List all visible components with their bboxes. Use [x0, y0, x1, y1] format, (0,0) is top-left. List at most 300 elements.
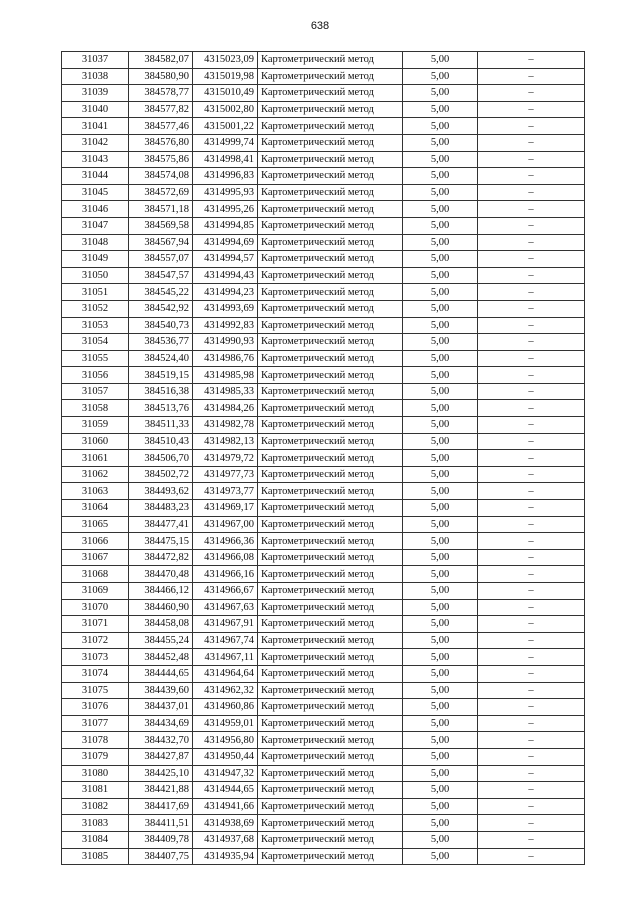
point-number-cell: 31044 [62, 168, 129, 185]
y-coordinate-cell: 4314956,80 [193, 732, 258, 749]
point-number-cell: 31059 [62, 417, 129, 434]
accuracy-cell: 5,00 [403, 616, 478, 633]
point-number-cell: 31079 [62, 748, 129, 765]
y-coordinate-cell: 4315023,09 [193, 52, 258, 69]
table-row [62, 500, 585, 517]
table-row [62, 649, 585, 666]
description-cell: – [478, 300, 585, 317]
point-number-cell: 31072 [62, 632, 129, 649]
x-coordinate-cell: 384511,33 [129, 417, 193, 434]
description-cell: – [478, 632, 585, 649]
point-number-cell: 31056 [62, 367, 129, 384]
method-cell: Картометрический метод [258, 400, 403, 417]
accuracy-cell: 5,00 [403, 367, 478, 384]
y-coordinate-cell: 4314967,91 [193, 616, 258, 633]
accuracy-cell: 5,00 [403, 798, 478, 815]
point-number-cell: 31041 [62, 118, 129, 135]
description-cell: – [478, 665, 585, 682]
method-cell: Картометрический метод [258, 383, 403, 400]
x-coordinate-cell: 384557,07 [129, 251, 193, 268]
x-coordinate-cell: 384466,12 [129, 583, 193, 600]
point-number-cell: 31065 [62, 516, 129, 533]
accuracy-cell: 5,00 [403, 383, 478, 400]
y-coordinate-cell: 4315019,98 [193, 68, 258, 85]
y-coordinate-cell: 4314982,13 [193, 433, 258, 450]
y-coordinate-cell: 4314993,69 [193, 300, 258, 317]
x-coordinate-cell: 384427,87 [129, 748, 193, 765]
y-coordinate-cell: 4314944,65 [193, 782, 258, 799]
point-number-cell: 31081 [62, 782, 129, 799]
x-coordinate-cell: 384510,43 [129, 433, 193, 450]
description-cell: – [478, 483, 585, 500]
description-cell: – [478, 682, 585, 699]
y-coordinate-cell: 4314985,98 [193, 367, 258, 384]
point-number-cell: 31064 [62, 500, 129, 517]
accuracy-cell: 5,00 [403, 549, 478, 566]
table-row [62, 616, 585, 633]
y-coordinate-cell: 4314959,01 [193, 715, 258, 732]
method-cell: Картометрический метод [258, 317, 403, 334]
accuracy-cell: 5,00 [403, 715, 478, 732]
x-coordinate-cell: 384472,82 [129, 549, 193, 566]
x-coordinate-cell: 384578,77 [129, 85, 193, 102]
description-cell: – [478, 151, 585, 168]
point-number-cell: 31051 [62, 284, 129, 301]
method-cell: Картометрический метод [258, 101, 403, 118]
description-cell: – [478, 433, 585, 450]
y-coordinate-cell: 4314967,00 [193, 516, 258, 533]
y-coordinate-cell: 4314990,93 [193, 334, 258, 351]
table-row [62, 566, 585, 583]
y-coordinate-cell: 4314994,43 [193, 267, 258, 284]
method-cell: Картометрический метод [258, 848, 403, 865]
y-coordinate-cell: 4314985,33 [193, 383, 258, 400]
x-coordinate-cell: 384569,58 [129, 217, 193, 234]
table-row [62, 300, 585, 317]
y-coordinate-cell: 4314966,08 [193, 549, 258, 566]
coordinates-table [61, 51, 585, 865]
x-coordinate-cell: 384513,76 [129, 400, 193, 417]
method-cell: Картометрический метод [258, 433, 403, 450]
x-coordinate-cell: 384540,73 [129, 317, 193, 334]
y-coordinate-cell: 4314994,23 [193, 284, 258, 301]
method-cell: Картометрический метод [258, 583, 403, 600]
x-coordinate-cell: 384536,77 [129, 334, 193, 351]
accuracy-cell: 5,00 [403, 665, 478, 682]
x-coordinate-cell: 384470,48 [129, 566, 193, 583]
point-number-cell: 31073 [62, 649, 129, 666]
description-cell: – [478, 516, 585, 533]
point-number-cell: 31084 [62, 831, 129, 848]
page-number: 638 [310, 20, 330, 32]
table-row [62, 433, 585, 450]
accuracy-cell: 5,00 [403, 815, 478, 832]
point-number-cell: 31039 [62, 85, 129, 102]
accuracy-cell: 5,00 [403, 68, 478, 85]
method-cell: Картометрический метод [258, 632, 403, 649]
description-cell: – [478, 68, 585, 85]
method-cell: Картометрический метод [258, 782, 403, 799]
method-cell: Картометрический метод [258, 184, 403, 201]
method-cell: Картометрический метод [258, 68, 403, 85]
accuracy-cell: 5,00 [403, 566, 478, 583]
method-cell: Картометрический метод [258, 217, 403, 234]
point-number-cell: 31049 [62, 251, 129, 268]
description-cell: – [478, 815, 585, 832]
method-cell: Картометрический метод [258, 533, 403, 550]
method-cell: Картометрический метод [258, 367, 403, 384]
accuracy-cell: 5,00 [403, 433, 478, 450]
y-coordinate-cell: 4314941,66 [193, 798, 258, 815]
description-cell: – [478, 417, 585, 434]
y-coordinate-cell: 4314966,36 [193, 533, 258, 550]
accuracy-cell: 5,00 [403, 483, 478, 500]
method-cell: Картометрический метод [258, 748, 403, 765]
accuracy-cell: 5,00 [403, 632, 478, 649]
table-row [62, 848, 585, 865]
table-row [62, 101, 585, 118]
table-row [62, 599, 585, 616]
x-coordinate-cell: 384572,69 [129, 184, 193, 201]
table-row [62, 748, 585, 765]
y-coordinate-cell: 4314964,64 [193, 665, 258, 682]
table-row [62, 400, 585, 417]
x-coordinate-cell: 384524,40 [129, 350, 193, 367]
method-cell: Картометрический метод [258, 549, 403, 566]
point-number-cell: 31050 [62, 267, 129, 284]
table-row [62, 251, 585, 268]
y-coordinate-cell: 4314982,78 [193, 417, 258, 434]
table-row [62, 334, 585, 351]
method-cell: Картометрический метод [258, 665, 403, 682]
point-number-cell: 31042 [62, 134, 129, 151]
method-cell: Картометрический метод [258, 649, 403, 666]
accuracy-cell: 5,00 [403, 848, 478, 865]
point-number-cell: 31078 [62, 732, 129, 749]
point-number-cell: 31074 [62, 665, 129, 682]
method-cell: Картометрический метод [258, 284, 403, 301]
x-coordinate-cell: 384409,78 [129, 831, 193, 848]
method-cell: Картометрический метод [258, 52, 403, 69]
y-coordinate-cell: 4314969,17 [193, 500, 258, 517]
point-number-cell: 31080 [62, 765, 129, 782]
point-number-cell: 31057 [62, 383, 129, 400]
description-cell: – [478, 400, 585, 417]
x-coordinate-cell: 384493,62 [129, 483, 193, 500]
description-cell: – [478, 118, 585, 135]
accuracy-cell: 5,00 [403, 334, 478, 351]
y-coordinate-cell: 4314977,73 [193, 466, 258, 483]
description-cell: – [478, 599, 585, 616]
method-cell: Картометрический метод [258, 699, 403, 716]
accuracy-cell: 5,00 [403, 400, 478, 417]
y-coordinate-cell: 4314973,77 [193, 483, 258, 500]
method-cell: Картометрический метод [258, 466, 403, 483]
description-cell: – [478, 85, 585, 102]
x-coordinate-cell: 384516,38 [129, 383, 193, 400]
table-row [62, 350, 585, 367]
accuracy-cell: 5,00 [403, 52, 478, 69]
point-number-cell: 31085 [62, 848, 129, 865]
method-cell: Картометрический метод [258, 417, 403, 434]
table-row [62, 367, 585, 384]
x-coordinate-cell: 384477,41 [129, 516, 193, 533]
table-row [62, 184, 585, 201]
table-row [62, 234, 585, 251]
y-coordinate-cell: 4314937,68 [193, 831, 258, 848]
x-coordinate-cell: 384577,82 [129, 101, 193, 118]
y-coordinate-cell: 4315001,22 [193, 118, 258, 135]
table-row [62, 516, 585, 533]
table-row [62, 201, 585, 218]
point-number-cell: 31075 [62, 682, 129, 699]
accuracy-cell: 5,00 [403, 201, 478, 218]
accuracy-cell: 5,00 [403, 649, 478, 666]
x-coordinate-cell: 384455,24 [129, 632, 193, 649]
y-coordinate-cell: 4314950,44 [193, 748, 258, 765]
description-cell: – [478, 715, 585, 732]
y-coordinate-cell: 4314967,11 [193, 649, 258, 666]
y-coordinate-cell: 4314962,32 [193, 682, 258, 699]
accuracy-cell: 5,00 [403, 417, 478, 434]
point-number-cell: 31040 [62, 101, 129, 118]
table-row [62, 317, 585, 334]
method-cell: Картометрический метод [258, 566, 403, 583]
description-cell: – [478, 533, 585, 550]
point-number-cell: 31047 [62, 217, 129, 234]
x-coordinate-cell: 384582,07 [129, 52, 193, 69]
x-coordinate-cell: 384434,69 [129, 715, 193, 732]
coordinates-table-body [62, 52, 585, 865]
table-row [62, 134, 585, 151]
description-cell: – [478, 251, 585, 268]
point-number-cell: 31054 [62, 334, 129, 351]
accuracy-cell: 5,00 [403, 267, 478, 284]
point-number-cell: 31055 [62, 350, 129, 367]
y-coordinate-cell: 4314967,63 [193, 599, 258, 616]
y-coordinate-cell: 4314995,26 [193, 201, 258, 218]
description-cell: – [478, 450, 585, 467]
description-cell: – [478, 732, 585, 749]
x-coordinate-cell: 384571,18 [129, 201, 193, 218]
accuracy-cell: 5,00 [403, 450, 478, 467]
accuracy-cell: 5,00 [403, 782, 478, 799]
y-coordinate-cell: 4314947,32 [193, 765, 258, 782]
description-cell: – [478, 649, 585, 666]
table-row [62, 383, 585, 400]
method-cell: Картометрический метод [258, 815, 403, 832]
method-cell: Картометрический метод [258, 334, 403, 351]
y-coordinate-cell: 4314984,26 [193, 400, 258, 417]
accuracy-cell: 5,00 [403, 699, 478, 716]
accuracy-cell: 5,00 [403, 101, 478, 118]
table-row [62, 466, 585, 483]
y-coordinate-cell: 4314995,93 [193, 184, 258, 201]
point-number-cell: 31069 [62, 583, 129, 600]
y-coordinate-cell: 4314967,74 [193, 632, 258, 649]
accuracy-cell: 5,00 [403, 350, 478, 367]
method-cell: Картометрический метод [258, 500, 403, 517]
method-cell: Картометрический метод [258, 234, 403, 251]
table-row [62, 267, 585, 284]
table-row [62, 168, 585, 185]
accuracy-cell: 5,00 [403, 765, 478, 782]
point-number-cell: 31046 [62, 201, 129, 218]
description-cell: – [478, 334, 585, 351]
y-coordinate-cell: 4314992,83 [193, 317, 258, 334]
method-cell: Картометрический метод [258, 350, 403, 367]
description-cell: – [478, 350, 585, 367]
x-coordinate-cell: 384460,90 [129, 599, 193, 616]
table-row [62, 483, 585, 500]
accuracy-cell: 5,00 [403, 599, 478, 616]
point-number-cell: 31068 [62, 566, 129, 583]
method-cell: Картометрический метод [258, 516, 403, 533]
method-cell: Картометрический метод [258, 168, 403, 185]
y-coordinate-cell: 4314986,76 [193, 350, 258, 367]
point-number-cell: 31060 [62, 433, 129, 450]
accuracy-cell: 5,00 [403, 831, 478, 848]
x-coordinate-cell: 384502,72 [129, 466, 193, 483]
x-coordinate-cell: 384444,65 [129, 665, 193, 682]
x-coordinate-cell: 384475,15 [129, 533, 193, 550]
table-row [62, 151, 585, 168]
description-cell: – [478, 566, 585, 583]
description-cell: – [478, 317, 585, 334]
accuracy-cell: 5,00 [403, 732, 478, 749]
x-coordinate-cell: 384483,23 [129, 500, 193, 517]
description-cell: – [478, 367, 585, 384]
accuracy-cell: 5,00 [403, 516, 478, 533]
accuracy-cell: 5,00 [403, 583, 478, 600]
description-cell: – [478, 748, 585, 765]
y-coordinate-cell: 4314938,69 [193, 815, 258, 832]
x-coordinate-cell: 384547,57 [129, 267, 193, 284]
method-cell: Картометрический метод [258, 715, 403, 732]
table-row [62, 533, 585, 550]
description-cell: – [478, 616, 585, 633]
accuracy-cell: 5,00 [403, 184, 478, 201]
point-number-cell: 31045 [62, 184, 129, 201]
table-row [62, 632, 585, 649]
description-cell: – [478, 500, 585, 517]
accuracy-cell: 5,00 [403, 251, 478, 268]
y-coordinate-cell: 4314966,16 [193, 566, 258, 583]
method-cell: Картометрический метод [258, 798, 403, 815]
point-number-cell: 31070 [62, 599, 129, 616]
table-row [62, 417, 585, 434]
description-cell: – [478, 284, 585, 301]
y-coordinate-cell: 4314966,67 [193, 583, 258, 600]
description-cell: – [478, 234, 585, 251]
table-row [62, 583, 585, 600]
point-number-cell: 31043 [62, 151, 129, 168]
point-number-cell: 31048 [62, 234, 129, 251]
point-number-cell: 31038 [62, 68, 129, 85]
description-cell: – [478, 101, 585, 118]
point-number-cell: 31071 [62, 616, 129, 633]
method-cell: Картометрический метод [258, 732, 403, 749]
table-row [62, 665, 585, 682]
table-row [62, 732, 585, 749]
table-row [62, 118, 585, 135]
description-cell: – [478, 217, 585, 234]
accuracy-cell: 5,00 [403, 151, 478, 168]
method-cell: Картометрический метод [258, 201, 403, 218]
x-coordinate-cell: 384425,10 [129, 765, 193, 782]
y-coordinate-cell: 4314996,83 [193, 168, 258, 185]
accuracy-cell: 5,00 [403, 217, 478, 234]
y-coordinate-cell: 4314979,72 [193, 450, 258, 467]
accuracy-cell: 5,00 [403, 300, 478, 317]
description-cell: – [478, 168, 585, 185]
method-cell: Картометрический метод [258, 118, 403, 135]
method-cell: Картометрический метод [258, 151, 403, 168]
x-coordinate-cell: 384545,22 [129, 284, 193, 301]
table-row [62, 284, 585, 301]
point-number-cell: 31053 [62, 317, 129, 334]
y-coordinate-cell: 4315010,49 [193, 85, 258, 102]
method-cell: Картометрический метод [258, 765, 403, 782]
x-coordinate-cell: 384506,70 [129, 450, 193, 467]
table-row [62, 815, 585, 832]
description-cell: – [478, 831, 585, 848]
table-row [62, 217, 585, 234]
x-coordinate-cell: 384411,51 [129, 815, 193, 832]
y-coordinate-cell: 4314994,69 [193, 234, 258, 251]
point-number-cell: 31037 [62, 52, 129, 69]
method-cell: Картометрический метод [258, 85, 403, 102]
accuracy-cell: 5,00 [403, 748, 478, 765]
description-cell: – [478, 201, 585, 218]
point-number-cell: 31083 [62, 815, 129, 832]
point-number-cell: 31082 [62, 798, 129, 815]
method-cell: Картометрический метод [258, 831, 403, 848]
accuracy-cell: 5,00 [403, 234, 478, 251]
y-coordinate-cell: 4315002,80 [193, 101, 258, 118]
x-coordinate-cell: 384574,08 [129, 168, 193, 185]
point-number-cell: 31067 [62, 549, 129, 566]
y-coordinate-cell: 4314999,74 [193, 134, 258, 151]
x-coordinate-cell: 384458,08 [129, 616, 193, 633]
method-cell: Картометрический метод [258, 450, 403, 467]
method-cell: Картометрический метод [258, 599, 403, 616]
x-coordinate-cell: 384407,75 [129, 848, 193, 865]
table-row [62, 68, 585, 85]
x-coordinate-cell: 384519,15 [129, 367, 193, 384]
x-coordinate-cell: 384577,46 [129, 118, 193, 135]
y-coordinate-cell: 4314960,86 [193, 699, 258, 716]
y-coordinate-cell: 4314994,85 [193, 217, 258, 234]
point-number-cell: 31063 [62, 483, 129, 500]
y-coordinate-cell: 4314998,41 [193, 151, 258, 168]
accuracy-cell: 5,00 [403, 168, 478, 185]
description-cell: – [478, 765, 585, 782]
method-cell: Картометрический метод [258, 300, 403, 317]
description-cell: – [478, 699, 585, 716]
description-cell: – [478, 583, 585, 600]
description-cell: – [478, 134, 585, 151]
description-cell: – [478, 848, 585, 865]
table-row [62, 450, 585, 467]
x-coordinate-cell: 384542,92 [129, 300, 193, 317]
x-coordinate-cell: 384417,69 [129, 798, 193, 815]
table-row [62, 549, 585, 566]
accuracy-cell: 5,00 [403, 500, 478, 517]
accuracy-cell: 5,00 [403, 317, 478, 334]
y-coordinate-cell: 4314994,57 [193, 251, 258, 268]
x-coordinate-cell: 384580,90 [129, 68, 193, 85]
